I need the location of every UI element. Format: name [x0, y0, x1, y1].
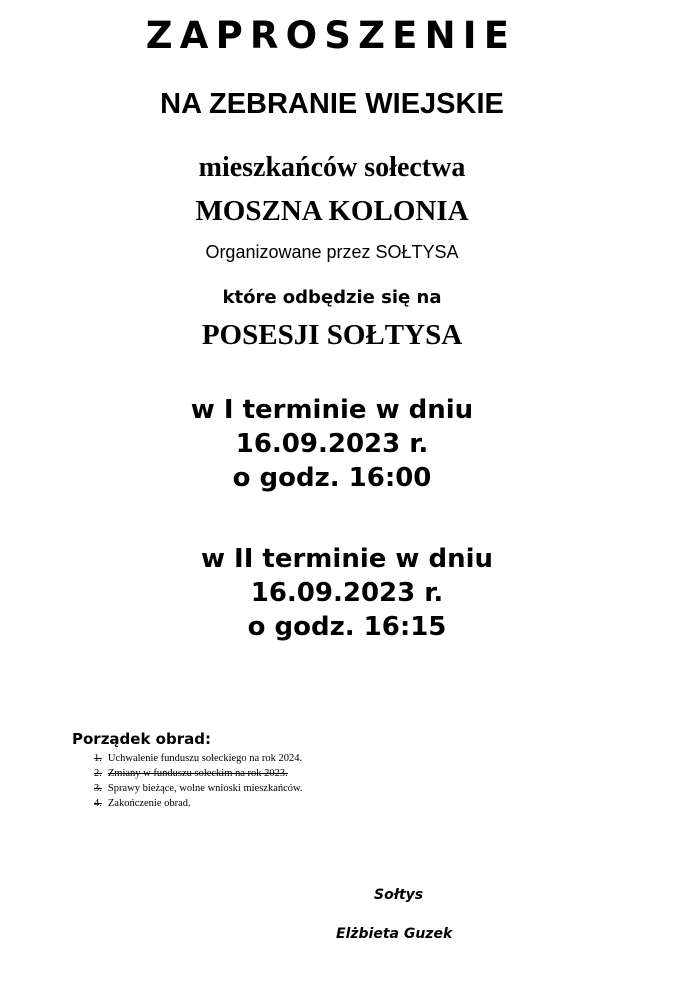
agenda-item-text: Zmiany w funduszu sołeckim na rok 2023. — [107, 768, 288, 779]
organizer-line: Organizowane przez SOŁTYSA — [205, 242, 459, 262]
agenda-item-text: Sprawy bieżące, wolne wnioski mieszkańców. — [107, 783, 303, 794]
signature-role: Sołtys — [374, 887, 424, 903]
agenda-item-number: 1. — [94, 753, 102, 764]
agenda-heading: Porządek obrad: — [72, 730, 211, 748]
first-term-time: o godz. 16:00 — [232, 463, 432, 493]
agenda-item-number: 2. — [94, 768, 102, 779]
signature-name: Elżbieta Guzek — [336, 926, 453, 942]
place-intro: które odbędzie się na — [222, 287, 442, 308]
meeting-place: POSESJI SOŁTYSA — [201, 319, 463, 351]
agenda-item-text: Uchwalenie funduszu sołeckiego na rok 2024. — [107, 753, 303, 764]
second-term-block — [0, 542, 692, 644]
second-term-date: 16.09.2023 r. — [250, 578, 444, 608]
second-term-line: w II terminie w dniu — [200, 544, 494, 574]
first-term-block — [0, 393, 664, 495]
agenda-item-number: 3. — [94, 783, 102, 794]
document-subtitle: NA ZEBRANIE WIEJSKIE — [160, 88, 504, 120]
document-title: ZAPROSZENIE — [145, 14, 517, 57]
agenda-item — [94, 796, 303, 811]
agenda-item-number: 4. — [94, 798, 102, 809]
village-name: MOSZNA KOLONIA — [195, 195, 469, 227]
agenda-item — [94, 751, 303, 766]
residents-line: mieszkańców sołectwa — [198, 152, 466, 183]
first-term-line: w I terminie w dniu — [190, 395, 474, 425]
second-term-time: o godz. 16:15 — [247, 612, 447, 642]
agenda-list — [94, 751, 303, 811]
agenda-item-text: Zakończenie obrad. — [107, 798, 191, 809]
agenda-item — [94, 781, 303, 796]
agenda-item — [94, 766, 303, 781]
first-term-date: 16.09.2023 r. — [235, 429, 429, 459]
